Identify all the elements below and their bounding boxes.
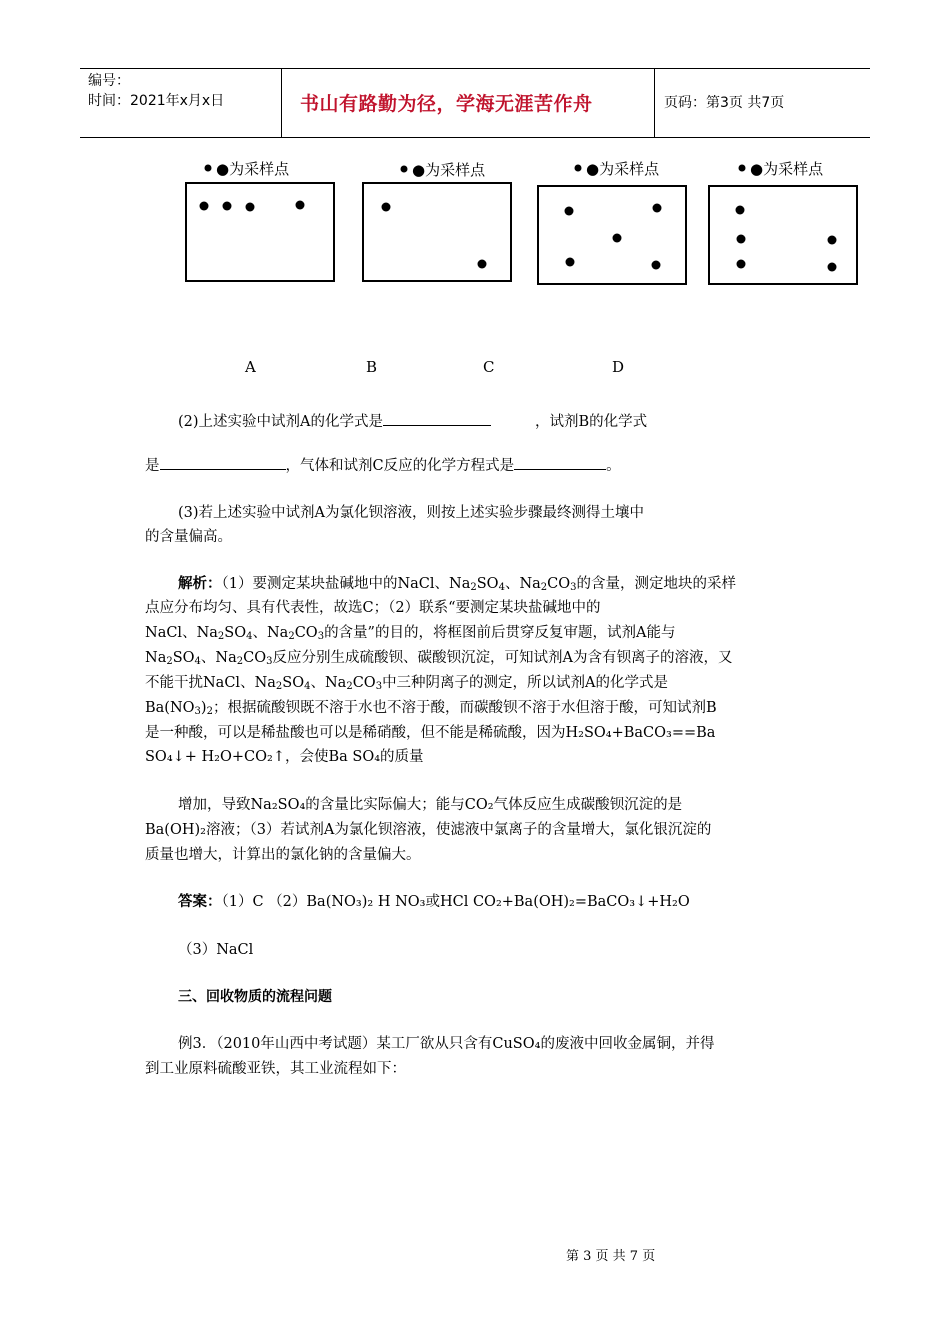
analysis-text: CO [547,576,571,592]
legend-dot [401,166,408,173]
analysis-line-2: 点应分布均匀、具有代表性，故选C；（2）联系“要测定某块盐碱地中的 [145,600,601,616]
analysis-line-4: $Na_2SO_4$、$Na_2CO_3$反应分别生成硫酸钡、碳酸钡沉淀，可知试剂A为含有钡离子的溶液，又 [145,650,733,667]
analysis-text: Na [145,650,167,666]
answer-blank[interactable] [514,455,606,470]
header-divider [281,69,282,137]
analysis-text: 、Na [310,675,347,691]
analysis-text: 不能干扰NaCl、Na [145,675,276,691]
analysis-line-3: NaCl、$Na_2SO_4$、$Na_2CO_3$的含量”的目的，将框图前后贯穿反复审题，试剂A能与 [145,625,676,642]
question-2-line-1 [178,411,647,432]
answer-label: 答案： [178,894,222,910]
analysis-line-11: 质量也增大，计算出的氯化钠的含量偏大。 [145,847,421,863]
sample-point [382,203,391,212]
diagram-b [363,161,511,281]
example-3-line-2: 到工业原料硫酸亚铁，其工业流程如下： [145,1061,406,1077]
analysis-text: 、Na [504,576,541,592]
sample-point [737,260,746,269]
header-date: 时间：2021年x月x日 [88,93,225,109]
analysis-text: CO [243,650,267,666]
sample-point [565,207,574,216]
analysis-text: ) [200,700,207,716]
analysis-line-1: 解析：（1）要测定某块盐碱地中的NaCl、$Na_2SO_4$、$Na_2CO_3$的含量，测定地块的采样 [178,576,737,593]
sample-point [478,260,487,269]
sampling-box [363,183,511,281]
legend-text: ●为采样点 [412,161,486,179]
analysis-text: 的含量，测定地块的采样 [576,576,737,592]
example-3-line-1: 例3．（2010年山西中考试题）某工厂欲从只含有CuSO₄的废液中回收金属铜，并得 [178,1036,715,1052]
section-3-title: 三、回收物质的流程问题 [178,989,332,1005]
q2-text: ，气体和试剂C反应的化学方程式是 [285,458,515,474]
footer-page-number: 第 3 页 共 7 页 [566,1249,656,1264]
sample-point [613,234,622,243]
header-meta [88,71,224,111]
sample-point [828,236,837,245]
analysis-line-7: 是一种酸，可以是稀盐酸也可以是稀硝酸，但不能是稀硫酸，因为H₂SO₄+BaCO₃==Ba [145,725,716,741]
analysis-text: Ba(NO [145,700,195,716]
header-motto: 书山有路勤为径，学海无涯苦作舟 [300,93,593,115]
analysis-text: SO [172,650,195,666]
q2-text: 是 [145,458,160,474]
header-page-number: 页码：第3页 共7页 [664,95,785,111]
sample-point [200,202,209,211]
sample-point [566,258,575,267]
q2-text: (2)上述实验中试剂A的化学式是 [178,414,384,430]
answer-line-2: （3）NaCl [178,942,254,958]
legend-dot [739,165,746,172]
legend-dot [205,165,212,172]
analysis-text: 中三种阴离子的测定，所以试剂A的化学式是 [382,675,669,691]
sample-point [296,201,305,210]
question-2-line-2 [145,455,621,476]
legend-text: ●为采样点 [750,160,824,178]
analysis-text: 的含量”的目的，将框图前后贯穿反复审题，试剂A能与 [324,625,676,641]
answer-blank[interactable] [383,411,491,426]
analysis-line-6: $Ba(NO_3)_2$；根据硫酸钡既不溶于水也不溶于酸，而碳酸钡不溶于水但溶于酸，可知试剂B [145,700,717,717]
answer-line-1 [178,892,690,912]
sample-point [828,263,837,272]
diagram-c [538,160,686,284]
diagram-label-c: C [483,358,495,376]
sampling-diagrams [0,150,950,300]
analysis-text: 、Na [252,625,289,641]
analysis-text: SO [476,576,499,592]
answer-blank[interactable] [160,455,286,470]
analysis-line-9: 增加，导致Na₂SO₄的含量比实际偏大；能与CO₂气体反应生成碳酸钡沉淀的是 [178,797,683,813]
sample-point [736,206,745,215]
header-divider [654,69,655,137]
sample-point [737,235,746,244]
header-serial: 编号： [88,73,130,89]
analysis-text: （1）要测定某块盐碱地中的NaCl、Na [221,576,471,592]
analysis-text: SO [282,675,305,691]
diagram-label-b: B [366,358,378,376]
diagram-label-a: A [245,358,256,376]
legend-text: ●为采样点 [586,160,660,178]
sample-point [653,204,662,213]
sampling-box [538,186,686,284]
sample-point [246,203,255,212]
legend-text: ●为采样点 [216,160,290,178]
analysis-text: 反应分别生成硫酸钡、碳酸钡沉淀，可知试剂A为含有钡离子的溶液，又 [272,650,733,666]
question-3-line-1: (3)若上述实验中试剂A为氯化钡溶液，则按上述实验步骤最终测得土壤中 [178,505,645,521]
analysis-line-8: SO₄↓+ H₂O+CO₂↑，会使Ba SO₄的质量 [145,749,424,765]
sampling-box [186,183,334,281]
analysis-text: NaCl、Na [145,625,218,641]
analysis-text: 、Na [200,650,237,666]
legend-dot [575,165,582,172]
analysis-text: CO [352,675,376,691]
answer-text: （1）C （2）Ba(NO₃)₂ H NO₃或HCl CO₂+Ba(OH)₂=BaCO₃↓+H₂O [221,894,690,910]
diagram-a [186,160,334,281]
question-3-line-2: 的含量偏高。 [145,529,232,545]
analysis-text: SO [224,625,247,641]
analysis-label: 解析： [178,576,222,592]
q2-text: 。 [606,458,621,474]
sample-point [652,261,661,270]
diagram-d [709,160,857,284]
page-header [80,68,870,138]
analysis-line-10: Ba(OH)₂溶液；（3）若试剂A为氯化钡溶液，使滤液中氯离子的含量增大，氯化银沉淀的 [145,822,712,838]
analysis-text: ；根据硫酸钡既不溶于水也不溶于酸，而碳酸钡不溶于水但溶于酸，可知试剂B [212,700,717,716]
q2-text: ，试剂B的化学式 [535,414,648,430]
diagram-label-d: D [612,358,625,376]
analysis-text: CO [294,625,318,641]
sample-point [223,202,232,211]
analysis-line-5: 不能干扰NaCl、$Na_2SO_4$、$Na_2CO_3$中三种阴离子的测定，所以试剂A的化学式是 [145,675,669,692]
